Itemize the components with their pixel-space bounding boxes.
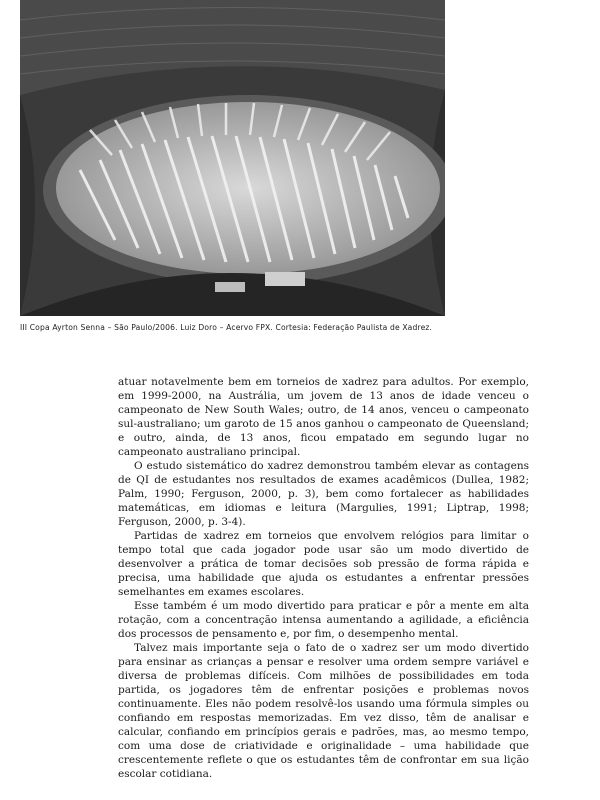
arena-photo	[20, 0, 445, 316]
paragraph: O estudo sistemático do xadrez demonstrou também elevar as contagens de QI de estudantes nos resultados de exames acadêmicos (Dullea, 1982; Palm, 1990; Ferguson, 2000, p. 3), bem como fortalecer as habilidades matemáticas, em idiomas e leitura (Margulies, 1991; Liptrap, 1998; Ferguson, 2000, p. 3-4).	[118, 460, 529, 528]
paragraph: atuar notavelmente bem em torneios de xadrez para adultos. Por exemplo, em 1999-2000, na Austrália, um jovem de 13 anos de idade venceu o campeonato de New South Wales; outro, de 14 anos, venceu o campeonato sul-australiano; um garoto de 15 anos ganhou o campeonato de Queensland; e outro, ainda, de 13 anos, ficou empatado em segundo lugar no campeonato australiano principal.	[118, 376, 529, 458]
paragraph: Partidas de xadrez em torneios que envolvem relógios para limitar o tempo total que cada jogador pode usar são um modo divertido de desenvolver a prática de tomar decisões sob pressão de forma rápida e precisa, uma habilidade que ajuda os estudantes a enfrentar pressões semelhantes em exames escolares.	[118, 530, 529, 598]
paragraph: Esse também é um modo divertido para praticar e pôr a mente em alta rotação, com a concentração intensa aumentando a agilidade, a eficiência dos processos de pensamento e, por fim, o desempenho mental.	[118, 600, 529, 640]
photo-caption: III Copa Ayrton Senna – São Paulo/2006. Luiz Doro – Acervo FPX. Cortesia: Federação Paulista de Xadrez.	[20, 323, 433, 332]
article-body	[118, 375, 529, 781]
paragraph: Talvez mais importante seja o fato de o xadrez ser um modo divertido para ensinar as crianças a pensar e resolver uma ordem sempre variável e diversa de problemas difíceis. Com milhões de possibilidades em toda partida, os jogadores têm de enfrentar posições e problemas novos continuamente. Eles não podem resolvê-los usando uma fórmula simples ou confiando em respostas memorizadas. Em vez disso, têm de analisar e calcular, confiando em princípios gerais e padrões, mas, ao mesmo tempo, com uma dose de criatividade e originalidade – uma habilidade que crescentemente reflete o que os estudantes têm de confrontar em sua lição escolar cotidiana.	[118, 642, 529, 780]
chess-tournament-photo	[20, 0, 445, 316]
